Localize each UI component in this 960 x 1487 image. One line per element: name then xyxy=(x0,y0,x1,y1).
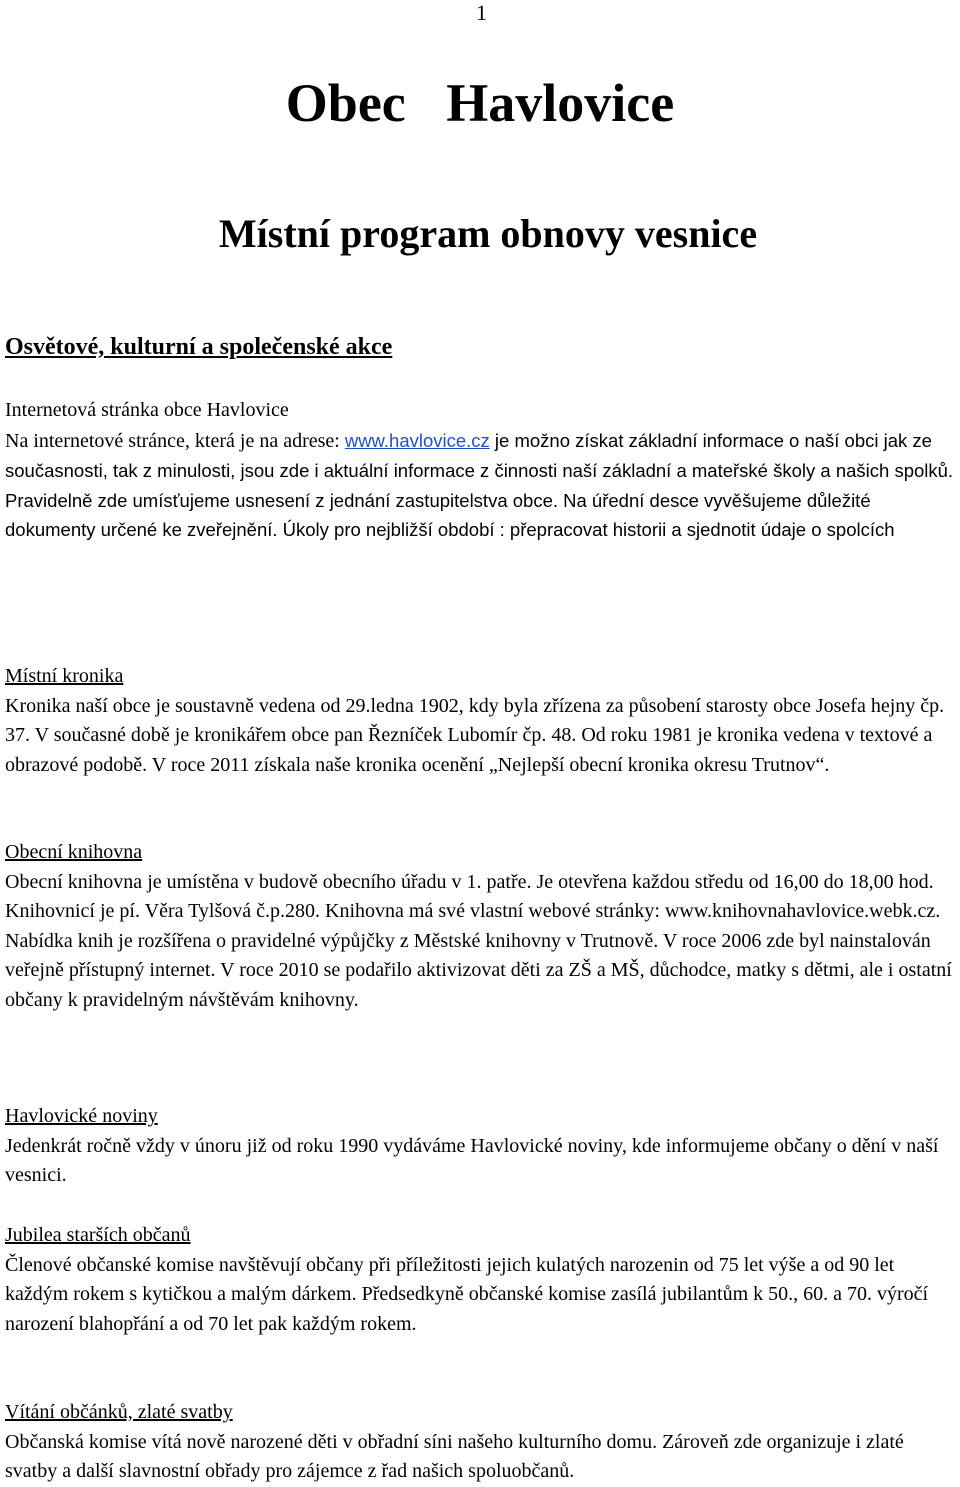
website-link[interactable]: www.havlovice.cz xyxy=(344,429,490,451)
internet-text-after-link: je možno získat základní informace o naší obci jak ze současnosti, tak z minulosti, jsou zde i aktuální informace z činnosti naší základní a mateřské školy a našich spolků. Pravidelně zde umísťujeme usnesení z jednání zastupitelstva obce. Na úřední desce vyvěšujeme důležité dokumenty určené ke zveřejnění. Úkoly pro nejbližší období : přepracovat historii a sjednotit údaje o spolcích xyxy=(5,429,954,540)
kronika-section xyxy=(5,662,955,780)
jubilea-section xyxy=(5,1221,955,1339)
knihovna-paragraph: Obecní knihovna je umístěna v budově obecního úřadu v 1. patře. Je otevřena každou středu od 16,00 do 18,00 hod. Knihovnicí je pí. Věra Tylšová č.p.280. Knihovna má své vlastní webové stránky: www.knihovnahavlovice.webk.cz. Nabídka knih je rozšířena o pravidelné výpůjčky z Městské knihovny v Trutnově. V roce 2006 zde byl nainstalován veřejně přístupný internet. V roce 2010 se podařilo aktivizovat děti za ZŠ a MŠ, důchodce, matky s dětmi, ale i ostatní občany k pravidelným návštěvám knihovny. xyxy=(5,870,952,1011)
vitani-section xyxy=(5,1398,955,1487)
knihovna-section xyxy=(5,838,955,1015)
internet-paragraph xyxy=(5,426,955,545)
jubilea-paragraph: Členové občanské komise navštěvují občany při příležitosti jejich kulatých narozenin od 75 let výše a od 90 let každým rokem s kytičkou a malým dárkem. Předsedkyně občanské komise zasílá jubilantům k 50., 60. a 70. výročí narození blahopřání a od 70 let pak každým rokem. xyxy=(5,1253,929,1335)
noviny-heading: Havlovické noviny xyxy=(5,1105,158,1127)
knihovna-heading: Obecní knihovna xyxy=(5,841,143,863)
internet-section xyxy=(5,396,955,545)
internet-heading: Internetová stránka obce Havlovice xyxy=(5,399,289,421)
page-subtitle: Místní program obnovy vesnice xyxy=(218,211,758,256)
jubilea-heading: Jubilea starších občanů xyxy=(5,1224,191,1246)
section-heading: Osvětové, kulturní a společenské akce xyxy=(5,334,393,360)
kronika-paragraph: Kronika naší obce je soustavně vedena od 29.ledna 1902, kdy byla zřízena za působení starosty obce Josefa hejny čp. 37. V současné době je kronikářem obce pan Řezníček Lubomír čp. 48. Od roku 1981 je kronika vedena v textové a obrazové podobě. V roce 2011 získala naše kronika ocenění „Nejlepší obecní kronika okresu Trutnov“. xyxy=(5,694,945,776)
internet-text-before-link: Na internetové stránce, která je na adrese: xyxy=(5,429,345,452)
vitani-paragraph: Občanská komise vítá nově narozené děti v obřadní síni našeho kulturního domu. Zároveň zde organizuje i zlaté svatby a další slavnostní obřady pro zájemce z řad našich spoluobčanů. xyxy=(5,1430,904,1482)
kronika-heading: Místní kronika xyxy=(5,665,124,687)
noviny-section xyxy=(5,1102,955,1191)
vitani-heading: Vítání občánků, zlaté svatby xyxy=(5,1401,233,1423)
page-title: Obec Havlovice xyxy=(285,73,675,133)
noviny-paragraph: Jedenkrát ročně vždy v únoru již od roku 1990 vydáváme Havlovické noviny, kde informujeme občany o dění v naší vesnici. xyxy=(5,1134,939,1186)
page-number: 1 xyxy=(476,0,487,25)
